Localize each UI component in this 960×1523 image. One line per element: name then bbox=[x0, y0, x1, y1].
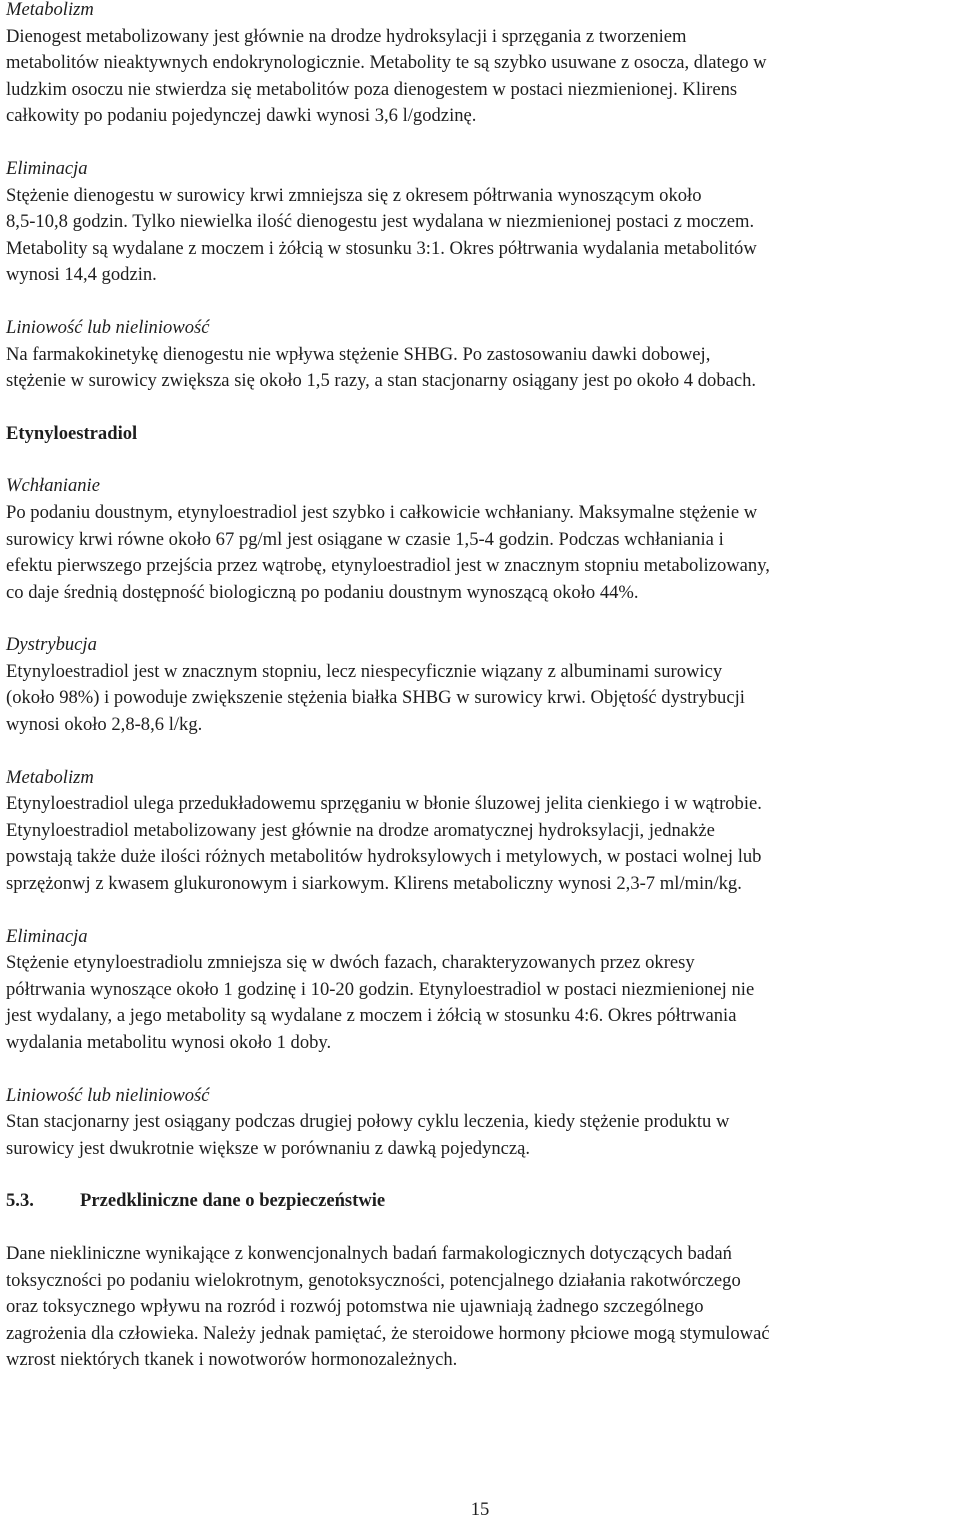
text-line: wydalania metabolitu wynosi około 1 doby. bbox=[6, 1032, 332, 1053]
text-line: Etynyloestradiol ulega przedukładowemu sprzęganiu w błonie śluzowej jelita cienkiego i w wątrobie. bbox=[6, 793, 762, 815]
text-line: Metabolity są wydalane z moczem i żółcią w stosunku 3:1. Okres półtrwania wydalania metabolitów bbox=[6, 237, 757, 259]
document-body bbox=[6, 0, 960, 1374]
section-title: Przedkliniczne dane o bezpieczeństwie bbox=[80, 1190, 386, 1212]
ethinylestradiol-heading: Etynyloestradiol bbox=[6, 422, 138, 444]
text-line: Etynyloestradiol metabolizowany jest głównie na drodze aromatycznej hydroksylacji, jednakże bbox=[6, 819, 715, 841]
ee-linearity-heading: Liniowość lub nieliniowość bbox=[6, 1084, 210, 1106]
text-line: Na farmakokinetykę dienogestu nie wpływa stężenie SHBG. Po zastosowaniu dawki dobowej, bbox=[6, 343, 711, 365]
text-line: powstają także duże ilości różnych metabolitów hydroksylowych i metylowych, w postaci wolnej lub bbox=[6, 846, 762, 868]
ee-absorption-paragraph bbox=[6, 500, 960, 606]
text-line: Stężenie dienogestu w surowicy krwi zmniejsza się z okresem półtrwania wynoszącym około bbox=[6, 184, 702, 206]
text-line: Dienogest metabolizowany jest głównie na drodze hydroksylacji i sprzęgania z tworzeniem bbox=[6, 25, 687, 47]
text-line: Po podaniu doustnym, etynyloestradiol jest szybko i całkowicie wchłaniany. Maksymalne stężenie w bbox=[6, 501, 758, 523]
ee-distribution-heading: Dystrybucja bbox=[6, 634, 97, 656]
dienogest-metabolism-heading: Metabolizm bbox=[6, 0, 94, 20]
text-line: metabolitów nieaktywnych endokrynologicznie. Metabolity te są szybko usuwane z osocza, dlatego w bbox=[6, 52, 767, 74]
text-line: wynosi około 2,8-8,6 l/kg. bbox=[6, 714, 203, 736]
text-line: toksyczności po podaniu wielokrotnym, genotoksyczności, potencjalnego działania rakotwórczego bbox=[6, 1269, 741, 1291]
text-line: półtrwania wynoszące około 1 godzinę i 10-20 godzin. Etynyloestradiol w postaci niezmienionej nie bbox=[6, 978, 755, 1000]
ee-linearity-paragraph bbox=[6, 1109, 960, 1162]
ee-metabolism-paragraph bbox=[6, 791, 960, 897]
dienogest-elimination-paragraph bbox=[6, 183, 960, 289]
page-number: 15 bbox=[470, 1499, 490, 1520]
text-line: wzrost niektórych tkanek i nowotworów hormonozależnych. bbox=[6, 1349, 458, 1371]
text-line: jest wydalany, a jego metabolity są wydalane z moczem i żółcią w stosunku 4:6. Okres półtrwania bbox=[6, 1005, 737, 1027]
dienogest-linearity-paragraph bbox=[6, 342, 960, 395]
text-line: Stężenie etynyloestradiolu zmniejsza się w dwóch fazach, charakteryzowanych przez okresy bbox=[6, 952, 695, 974]
text-line: Stan stacjonarny jest osiągany podczas drugiej połowy cyklu leczenia, kiedy stężenie produktu w bbox=[6, 1111, 730, 1133]
text-line: oraz toksycznego wpływu na rozród i rozwój potomstwa nie ujawniają żadnego szczególnego bbox=[6, 1296, 704, 1318]
text-line: całkowity po podaniu pojedynczej dawki wynosi 3,6 l/godzinę. bbox=[6, 105, 477, 127]
text-line: surowicy krwi równe około 67 pg/ml jest osiągane w czasie 1,5-4 godzin. Podczas wchłaniania i bbox=[6, 528, 724, 550]
text-line: efektu pierwszego przejścia przez wątrobę, etynyloestradiol jest w znacznym stopniu metabolizowany, bbox=[6, 555, 770, 577]
dienogest-metabolism-paragraph bbox=[6, 24, 960, 130]
text-line: co daje średnią dostępność biologiczną po podaniu doustnym wynoszącą około 44%. bbox=[6, 581, 639, 603]
text-line: ludzkim osoczu nie stwierdza się metabolitów poza dienogestem w postaci niezmienionej. Klirens bbox=[6, 78, 738, 100]
text-line: 8,5-10,8 godzin. Tylko niewielka ilość dienogestu jest wydalana w niezmienionej postaci z moczem. bbox=[6, 211, 755, 233]
text-line: surowicy jest dwukrotnie większe w porównaniu z dawką pojedynczą. bbox=[6, 1137, 531, 1159]
text-line: (około 98%) i powoduje zwiększenie stężenia białka SHBG w surowicy krwi. Objętość dystrybucji bbox=[6, 687, 745, 709]
ee-elimination-paragraph bbox=[6, 950, 960, 1056]
dienogest-elimination-heading: Eliminacja bbox=[6, 157, 88, 179]
ee-absorption-heading: Wchłanianie bbox=[6, 475, 100, 497]
text-line: Dane niekliniczne wynikające z konwencjonalnych badań farmakologicznych dotyczących badań bbox=[6, 1242, 732, 1264]
text-line: wynosi 14,4 godzin. bbox=[6, 264, 157, 286]
section-heading-5-3 bbox=[6, 1188, 960, 1215]
section-number: 5.3. bbox=[6, 1190, 34, 1212]
preclinical-paragraph bbox=[6, 1241, 960, 1374]
text-line: zagrożenia dla człowieka. Należy jednak pamiętać, że steroidowe hormony płciowe mogą stymulować bbox=[6, 1322, 770, 1344]
ee-metabolism-heading: Metabolizm bbox=[6, 766, 94, 788]
text-line: sprzężonwj z kwasem glukuronowym i siarkowym. Klirens metaboliczny wynosi 2,3-7 ml/min/kg. bbox=[6, 873, 742, 895]
dienogest-linearity-heading: Liniowość lub nieliniowość bbox=[6, 316, 210, 338]
ee-distribution-paragraph bbox=[6, 659, 960, 739]
ee-elimination-heading: Eliminacja bbox=[6, 925, 88, 947]
text-line: stężenie w surowicy zwiększa się około 1,5 razy, a stan stacjonarny osiągany jest po około 4 dobach. bbox=[6, 370, 757, 392]
text-line: Etynyloestradiol jest w znacznym stopniu, lecz niespecyficznie wiązany z albuminami surowicy bbox=[6, 660, 723, 682]
